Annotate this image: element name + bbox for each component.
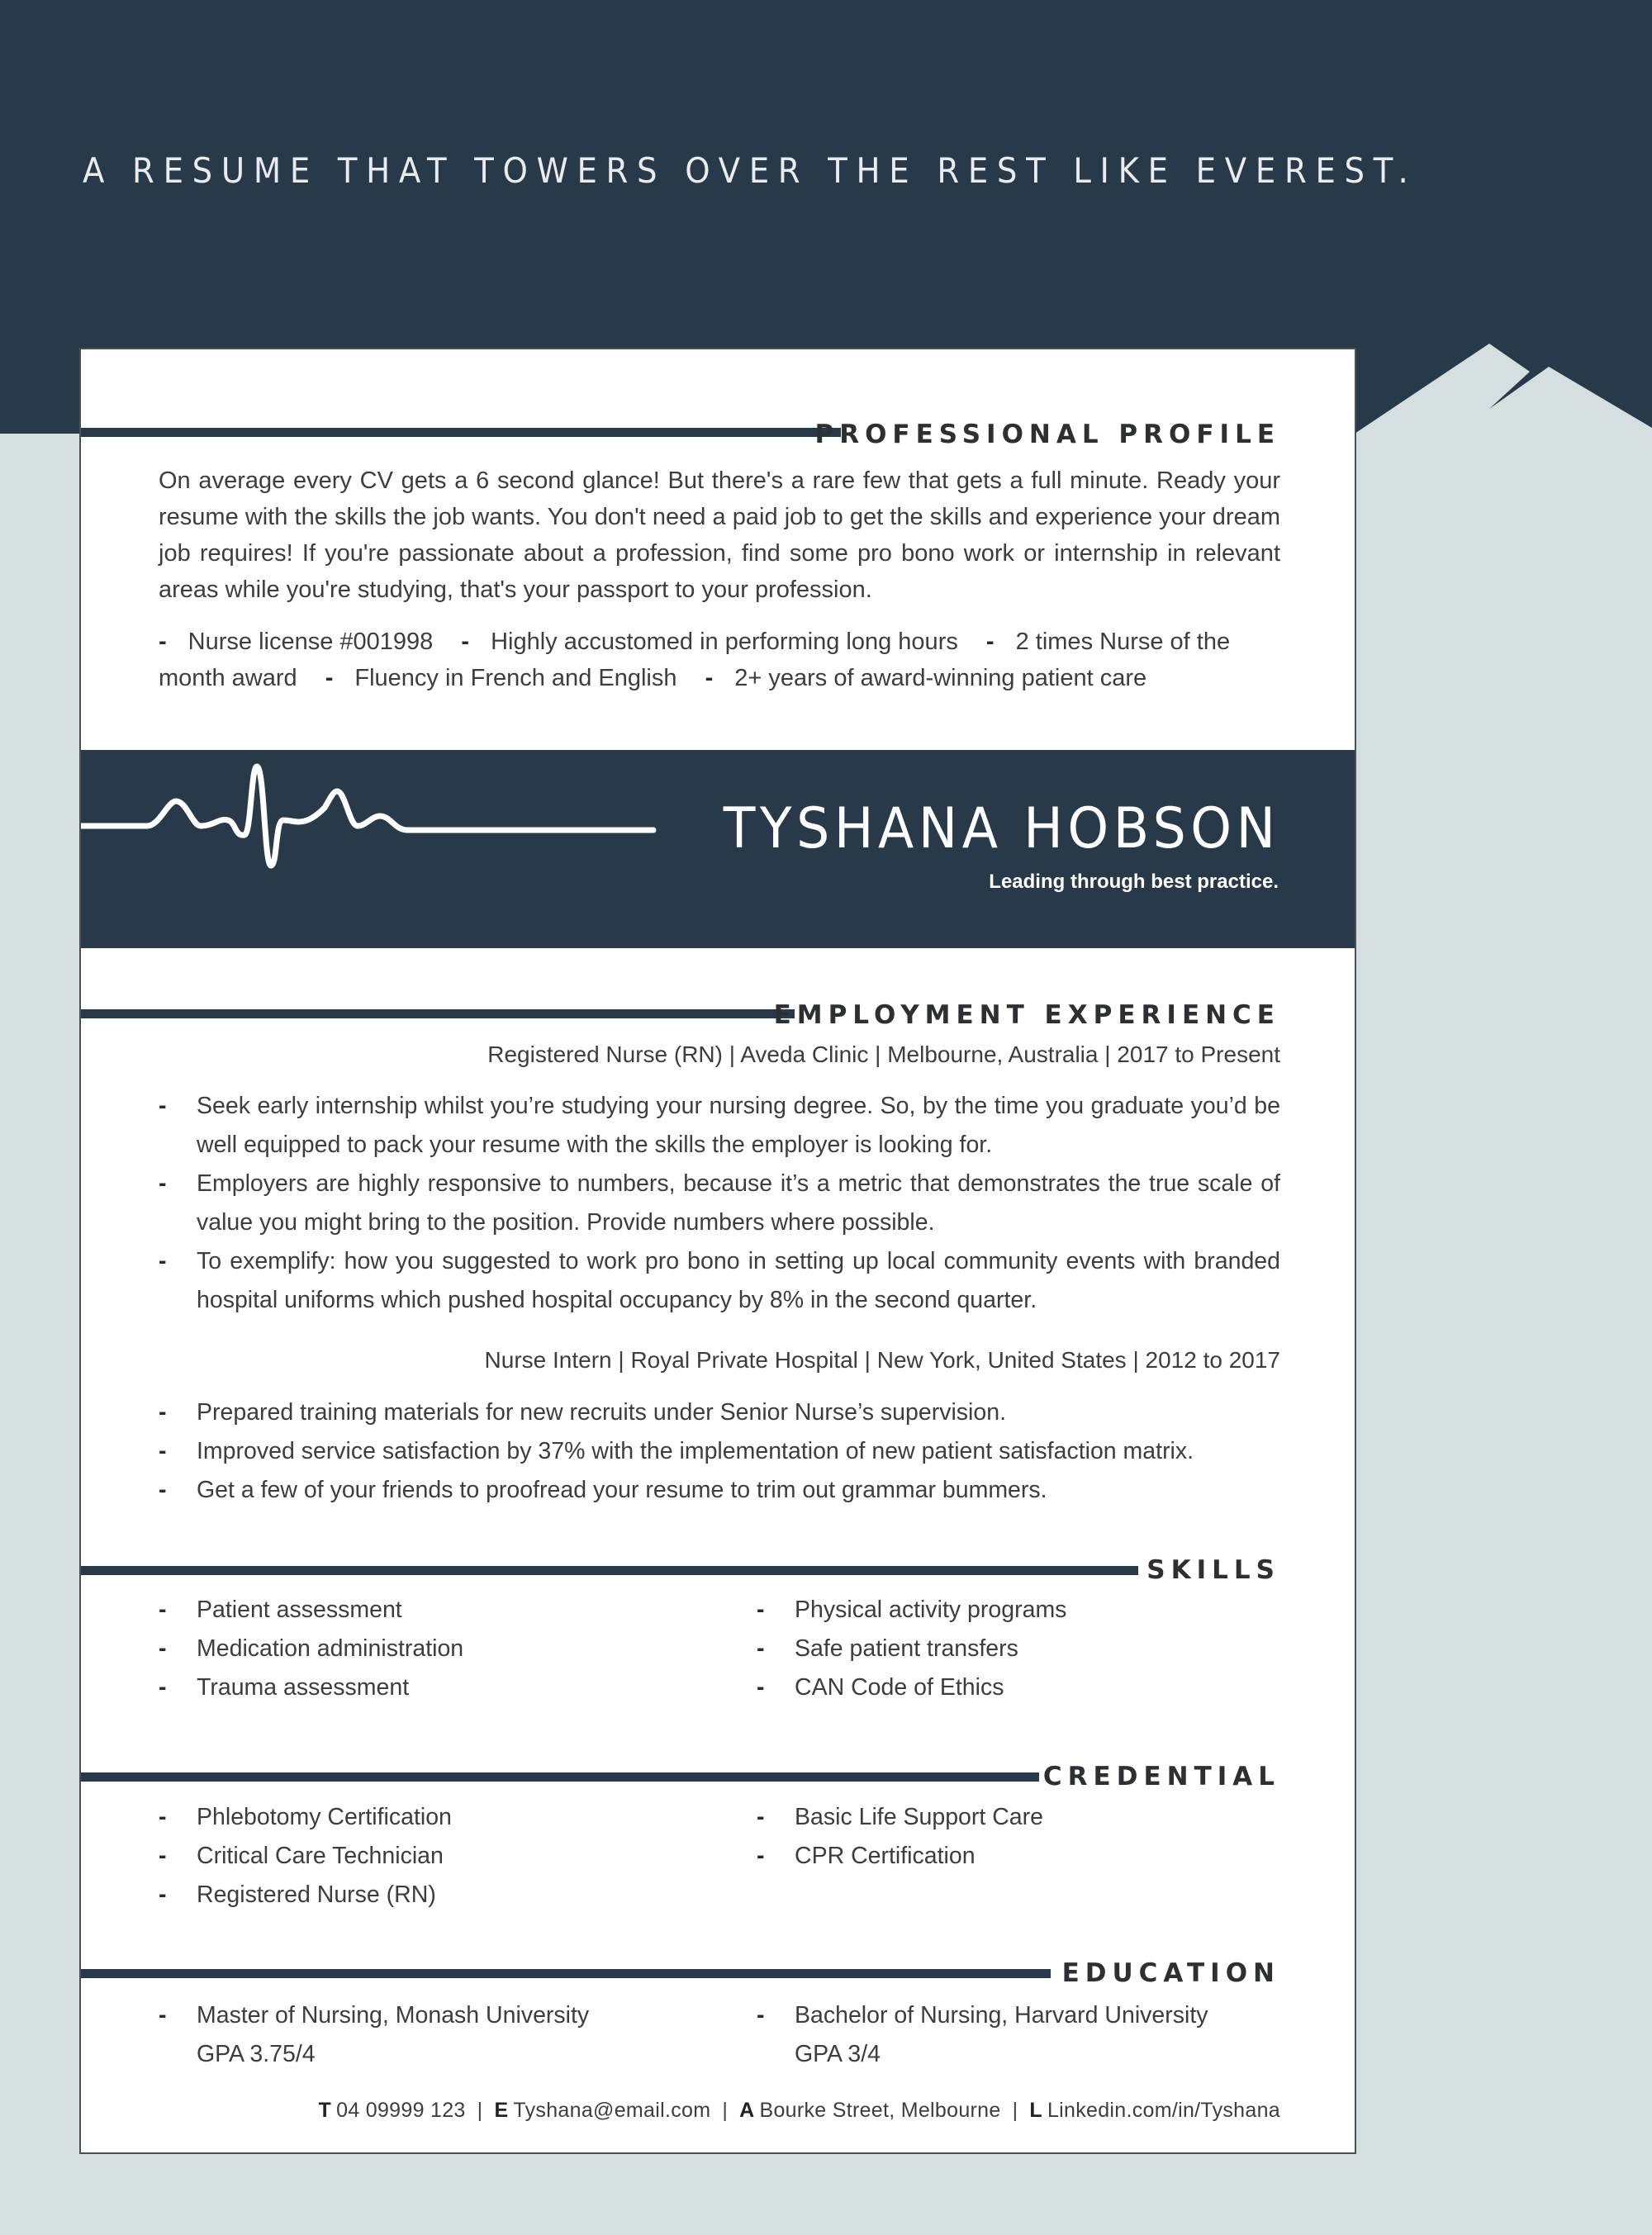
address-label: A: [739, 2099, 755, 2122]
credential-item: [159, 1837, 452, 1876]
credential-text: Critical Care Technician: [197, 1843, 444, 1869]
section-rule-education: [81, 1969, 1051, 1978]
highlight-item: 2+ years of award-winning patient care: [734, 665, 1147, 691]
heartbeat-line-icon: [81, 750, 659, 948]
credential-text: Registered Nurse (RN): [197, 1881, 436, 1908]
skill-text: Medication administration: [197, 1635, 464, 1662]
bullet-dash: -: [757, 1674, 765, 1701]
skills-left: [159, 1591, 463, 1707]
skill-text: Patient assessment: [197, 1597, 402, 1623]
section-title-skills: SKILLS: [1146, 1555, 1280, 1585]
section-title-credential: CREDENTIAL: [1042, 1762, 1280, 1791]
bullet-dash: -: [159, 1399, 167, 1426]
skill-item: [757, 1591, 1066, 1630]
credential-text: Basic Life Support Care: [795, 1804, 1043, 1830]
credential-left: [159, 1798, 452, 1915]
job-bullets: [159, 1087, 1280, 1320]
phone-label: T: [318, 2099, 332, 2122]
highlight-item: Highly accustomed in performing long hours: [491, 629, 958, 655]
bullet-dash: -: [159, 1093, 167, 1119]
credential-item: [757, 1837, 1043, 1876]
bullet-dash: -: [159, 1597, 167, 1623]
bullet-text: Improved service satisfaction by 37% with the implementation of new patient satisfaction matrix.: [197, 1438, 1194, 1464]
skill-item: [757, 1668, 1066, 1707]
section-rule-credential: [81, 1772, 1039, 1782]
email-address[interactable]: Tyshana@email.com: [513, 2099, 711, 2122]
skill-item: [757, 1630, 1066, 1668]
job-bullet: [159, 1165, 1280, 1242]
bullet-dash: -: [159, 1170, 167, 1197]
education-left: [159, 1996, 589, 2074]
section-title-employment: EMPLOYMENT EXPERIENCE: [773, 1000, 1280, 1030]
bullet-dash: -: [325, 665, 334, 691]
skill-text: Physical activity programs: [795, 1597, 1067, 1623]
highlight-item: 2 times Nurse of the month award: [159, 629, 1231, 691]
profile-highlights: [159, 624, 1280, 696]
candidate-name: TYSHANA HOBSON: [724, 796, 1280, 861]
contact-line: [319, 2099, 1280, 2123]
linkedin-url[interactable]: Linkedin.com/in/Tyshana: [1047, 2099, 1280, 2122]
gpa-text: GPA 3/4: [795, 2041, 881, 2067]
bullet-dash: -: [757, 1804, 765, 1830]
credential-item: [757, 1798, 1043, 1837]
skill-text: CAN Code of Ethics: [795, 1674, 1004, 1701]
bullet-dash: -: [159, 1843, 167, 1869]
bullet-dash: -: [757, 1843, 765, 1869]
skill-item: [159, 1591, 463, 1630]
credential-text: CPR Certification: [795, 1843, 976, 1869]
job-bullet: [159, 1393, 1280, 1432]
job-bullet: [159, 1087, 1280, 1165]
name-banner: [81, 750, 1355, 948]
linkedin-label: L: [1029, 2099, 1042, 2122]
section-rule-employment: [81, 1009, 795, 1018]
education-item: [757, 1996, 1208, 2074]
section-title-profile: PROFESSIONAL PROFILE: [814, 420, 1280, 449]
job-bullet: [159, 1432, 1280, 1471]
job-bullets: [159, 1393, 1280, 1510]
bullet-dash: -: [159, 1438, 167, 1464]
bullet-text: Employers are highly responsive to numbers, because it’s a metric that demonstrates the true scale of value you might bring to the position. Provide numbers where possible.: [197, 1170, 1280, 1236]
bullet-text: Prepared training materials for new recruits under Senior Nurse’s supervision.: [197, 1399, 1007, 1426]
credential-item: [159, 1876, 452, 1915]
section-title-education: EDUCATION: [1061, 1958, 1280, 1988]
bullet-dash: -: [159, 629, 167, 655]
skill-text: Safe patient transfers: [795, 1635, 1018, 1662]
skill-item: [159, 1630, 463, 1668]
bullet-dash: -: [159, 1881, 167, 1908]
bullet-dash: -: [985, 629, 995, 655]
skill-text: Trauma assessment: [197, 1674, 410, 1701]
bullet-dash: -: [757, 2002, 765, 2029]
section-rule-skills: [81, 1566, 1138, 1575]
job-bullet: [159, 1471, 1280, 1510]
skill-item: [159, 1668, 463, 1707]
bullet-dash: -: [159, 2002, 167, 2029]
degree-text: Bachelor of Nursing, Harvard University: [795, 2002, 1208, 2029]
bullet-dash: -: [159, 1804, 167, 1830]
highlight-item: Nurse license #001998: [188, 629, 434, 655]
separator: |: [722, 2099, 729, 2122]
bullet-dash: -: [159, 1674, 167, 1701]
credential-right: [757, 1798, 1043, 1876]
highlight-item: Fluency in French and English: [354, 665, 677, 691]
credential-item: [159, 1798, 452, 1837]
candidate-tagline: Leading through best practice.: [989, 871, 1279, 893]
phone-number: 04 09999 123: [336, 2099, 466, 2122]
section-rule-profile: [81, 428, 841, 437]
bullet-dash: -: [461, 629, 470, 655]
bullet-text: To exemplify: how you suggested to work pro bono in setting up local community events with branded hospital uniforms which pushed hospital occupancy by 8% in the second quarter.: [197, 1248, 1280, 1313]
bullet-text: Get a few of your friends to proofread your resume to trim out grammar bummers.: [197, 1477, 1047, 1503]
job-bullet: [159, 1242, 1280, 1320]
credential-text: Phlebotomy Certification: [197, 1804, 452, 1830]
page-headline: A RESUME THAT TOWERS OVER THE REST LIKE EVEREST.: [83, 150, 1417, 191]
separator: |: [477, 2099, 483, 2122]
job-header: Registered Nurse (RN) | Aveda Clinic | Melbourne, Australia | 2017 to Present: [487, 1042, 1280, 1067]
bullet-dash: -: [159, 1477, 167, 1503]
separator: |: [1012, 2099, 1018, 2122]
education-item: [159, 1996, 589, 2074]
job-header: Nurse Intern | Royal Private Hospital | New York, United States | 2012 to 2017: [484, 1347, 1280, 1373]
education-right: [757, 1996, 1208, 2074]
skills-right: [757, 1591, 1066, 1707]
bullet-dash: -: [159, 1248, 167, 1274]
bullet-text: Seek early internship whilst you’re studying your nursing degree. So, by the time you graduate you’d be well equipped to pack your resume with the skills the employer is looking for.: [197, 1093, 1280, 1158]
degree-text: Master of Nursing, Monash University: [197, 2002, 590, 2029]
bullet-dash: -: [159, 1635, 167, 1662]
gpa-text: GPA 3.75/4: [197, 2041, 316, 2067]
resume-card: [81, 349, 1355, 2152]
street-address: Bourke Street, Melbourne: [759, 2099, 1001, 2122]
bullet-dash: -: [757, 1635, 765, 1662]
profile-paragraph: On average every CV gets a 6 second glance! But there's a rare few that gets a full minute. Ready your resume with the skills the job wants. You don't need a paid job to get the skills and experience your dream job requires! If you're passionate about a profession, find some pro bono work or internship in relevant areas while you're studying, that's your passport to your profession.: [159, 467, 1280, 603]
bullet-dash: -: [705, 665, 714, 691]
bullet-dash: -: [757, 1597, 765, 1623]
email-label: E: [494, 2099, 509, 2122]
